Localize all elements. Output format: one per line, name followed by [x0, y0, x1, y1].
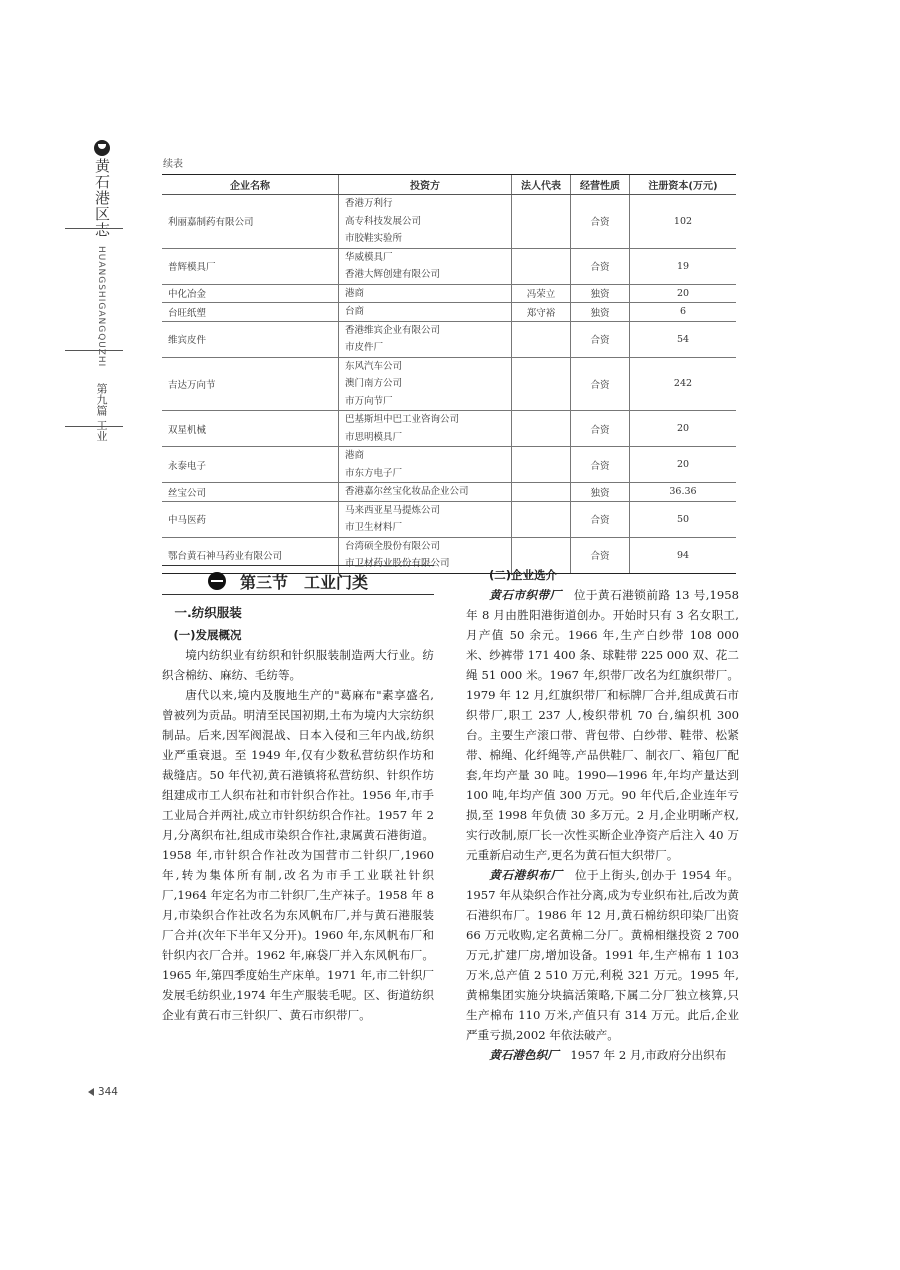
- capital-cell: 94: [630, 537, 737, 573]
- enterprise-name: 黄石港织布厂: [489, 868, 563, 882]
- investor-line: 香港万利行: [345, 198, 393, 209]
- investor-line: 马来西亚星马提炼公司: [345, 504, 441, 516]
- enterprise-name-cell: 维宾皮件: [162, 321, 339, 357]
- table-row: [162, 321, 736, 357]
- legal-rep-cell: [512, 411, 571, 447]
- legal-rep-cell: [512, 501, 571, 537]
- nature-cell: 合资: [571, 501, 630, 537]
- enterprise-text: 1957 年 2 月,市政府分出织布: [558, 1048, 727, 1062]
- table-row: [162, 501, 736, 537]
- investor-cell: [339, 303, 512, 322]
- investor-line: 市卫材药业股份有限公司: [345, 558, 450, 569]
- capital-cell: 54: [630, 321, 737, 357]
- investor-line: 台湾硕全股份有限公司: [345, 540, 441, 552]
- investor-line: 华威模具厂: [345, 251, 393, 263]
- capital-cell: 20: [630, 447, 737, 483]
- investor-cell: [339, 483, 512, 502]
- capital-cell: 6: [630, 303, 737, 322]
- enterprise-name-cell: 双星机械: [162, 411, 339, 447]
- left-column: [162, 603, 434, 1025]
- investor-line: 香港大辉创建有限公司: [345, 269, 441, 280]
- table-row: [162, 248, 736, 284]
- investor-line: 市皮件厂: [345, 342, 384, 353]
- table-row: [162, 357, 736, 411]
- column-header: 法人代表: [512, 175, 571, 195]
- subsection-a-heading: (一)发展概况: [173, 628, 242, 642]
- legal-rep-cell: [512, 447, 571, 483]
- column-header: 投资方: [339, 175, 512, 195]
- investor-line: 港商: [345, 287, 365, 299]
- investor-cell: [339, 321, 512, 357]
- investor-cell: [339, 248, 512, 284]
- nature-cell: 合资: [571, 537, 630, 573]
- enterprise-name-cell: 鄂台黄石神马药业有限公司: [162, 537, 339, 573]
- capital-cell: 19: [630, 248, 737, 284]
- table-row: [162, 284, 736, 303]
- legal-rep-cell: 郑守裕: [512, 303, 571, 322]
- table-row: [162, 447, 736, 483]
- enterprise-name: 黄石港色织厂: [489, 1048, 559, 1062]
- nature-cell: 合资: [571, 357, 630, 411]
- page-number: 344: [88, 1085, 118, 1098]
- enterprise-paragraph: [466, 1045, 739, 1065]
- column-header: 企业名称: [162, 175, 339, 195]
- book-title: 黄石港区志: [93, 158, 111, 238]
- investor-line: 香港嘉尔丝宝化妆品企业公司: [345, 486, 469, 497]
- paragraph: 唐代以来,境内及腹地生产的"葛麻布"素享盛名,曾被列为贡品。明清至民国初期,土布为境内大宗纺织制品。后来,因军阀混战、日本入侵和三年内战,纺织业严重衰退。至 1949 年,仅有少数私营纺织作坊和裁缝店。50 年代初,黄石港镇将私营纺织、针织作坊组建成市工人织布社和市针织合作社。1956 年,市手工业局合并两社,成立市针织纺织合作社。1957 年 2 月,分离织布社,组成市染织合作社,隶属黄石港街道。1958 年,市针织合作社改为国营市二针织厂,1960 年,转为集体所有制,改名为市手工业联社针织厂,1964 年定名为市二针织厂,生产袜子。1958 年 8 月,市染织合作社改名为东风帆布厂,并与黄石港服装厂合并(次年下半年又分开)。1960 年,东风帆布厂和针织内衣厂合并。1962 年,麻袋厂并入东风帆布厂。1965 年,第四季度始生产床单。1971 年,市二针织厂发展毛纺织业,1974 年生产服装毛呢。区、街道纺织企业有黄石市三针织厂、黄石市织带厂。: [162, 688, 434, 1022]
- column-header: 经营性质: [571, 175, 630, 195]
- investor-line: 市胶鞋实验所: [345, 233, 403, 244]
- enterprise-name-cell: 永泰电子: [162, 447, 339, 483]
- section-rule: [162, 565, 434, 566]
- enterprise-table: [162, 174, 736, 574]
- running-header: [90, 140, 122, 442]
- table-row: [162, 411, 736, 447]
- investor-line: 市卫生材料厂: [345, 522, 403, 533]
- enterprise-text: 位于黄石港锁前路 13 号,1958 年 8 月由胜阳港街道创办。开始时只有 3 名女职工,月产值 50 余元。1966 年,生产白纱带 108 000 米、纱裤带 171 400 条、球鞋带 225 000 双、花二绳 51 000 米。1967 年,织带厂改名为红旗织带厂。1979 年 12 月,红旗织带厂和标牌厂合并,组成黄石市织带厂,职工 237 人,梭织带机 70 台,编织机 300 台。主要生产滚口带、背包带、白纱带、鞋带、松紧带、棉绳、化纤绳等,产品供鞋厂、制衣厂、箱包厂配套,年均产量 30 吨。1990—1996 年,年均产量达到 100 吨,年均产值 300 万元。90 年代后,企业连年亏损,至 1998 年负债 30 多万元。2 月,企业明晰产权,实行改制,原厂长一次性买断企业净资产后注入 40 万元重新启动生产,更名为黄石恒大织带厂。: [466, 588, 739, 862]
- section-marker-icon: [208, 572, 226, 590]
- right-column: [466, 565, 739, 1065]
- enterprise-name-cell: 普辉模具厂: [162, 248, 339, 284]
- book-logo-icon: [94, 140, 110, 156]
- legal-rep-cell: [512, 321, 571, 357]
- capital-cell: 36.36: [630, 483, 737, 502]
- enterprise-name-cell: 丝宝公司: [162, 483, 339, 502]
- investor-cell: [339, 195, 512, 249]
- nature-cell: 合资: [571, 321, 630, 357]
- header-divider: [65, 228, 123, 229]
- investor-line: 巴基斯坦中巴工业咨询公司: [345, 414, 460, 425]
- investor-cell: [339, 411, 512, 447]
- enterprise-name: 黄石市织带厂: [489, 588, 562, 602]
- investor-line: 市思明模具厂: [345, 431, 403, 443]
- nature-cell: 独资: [571, 303, 630, 322]
- enterprise-name-cell: 台旺纸塑: [162, 303, 339, 322]
- table-row: [162, 483, 736, 502]
- legal-rep-cell: 冯荣立: [512, 284, 571, 303]
- legal-rep-cell: [512, 483, 571, 502]
- investor-line: 澳门南方公司: [345, 378, 403, 389]
- enterprise-name-cell: 利丽嘉制药有限公司: [162, 195, 339, 249]
- section-rule: [162, 594, 434, 595]
- subsection-heading: 一.纺织服装: [174, 605, 242, 620]
- investor-cell: [339, 447, 512, 483]
- table-row: [162, 195, 736, 249]
- enterprise-paragraph: [466, 865, 739, 1045]
- table-row: [162, 303, 736, 322]
- capital-cell: 20: [630, 284, 737, 303]
- capital-cell: 50: [630, 501, 737, 537]
- nature-cell: 独资: [571, 284, 630, 303]
- nature-cell: 合资: [571, 248, 630, 284]
- investor-line: 市东方电子厂: [345, 467, 403, 479]
- enterprise-name-cell: 吉达万向节: [162, 357, 339, 411]
- capital-cell: 20: [630, 411, 737, 447]
- investor-line: 香港维宾企业有限公司: [345, 324, 441, 336]
- subsection-b-heading: (二)企业选介: [489, 568, 558, 582]
- investor-cell: [339, 501, 512, 537]
- capital-cell: 102: [630, 195, 737, 249]
- chapter-label: 第九篇 工业: [95, 383, 108, 442]
- investor-line: 东风汽车公司: [345, 360, 403, 372]
- paragraph: 境内纺织业有纺织和针织服装制造两大行业。纺织含棉纺、麻纺、毛纺等。: [162, 648, 434, 682]
- investor-cell: [339, 284, 512, 303]
- legal-rep-cell: [512, 248, 571, 284]
- column-header: 注册资本(万元): [630, 175, 737, 195]
- legal-rep-cell: [512, 195, 571, 249]
- nature-cell: 合资: [571, 195, 630, 249]
- legal-rep-cell: [512, 357, 571, 411]
- nature-cell: 合资: [571, 411, 630, 447]
- header-divider: [65, 350, 123, 351]
- nature-cell: 合资: [571, 447, 630, 483]
- capital-cell: 242: [630, 357, 737, 411]
- enterprise-text: 位于上街头,创办于 1954 年。1957 年从染织合作社分离,成为专业织布社,后改为黄石港织布厂。1986 年 12 月,黄石棉纺织印染厂出资 66 万元收购,定名黄棉二分厂。黄棉相继投资 2 700 万元,扩建厂房,增加设备。1991 年,生产棉布 1 103 万米,总产值 2 510 万元,利税 321 万元。1995 年,黄棉集团实施分块搞活策略,下属二分厂独立核算,只生产棉布 110 万米,产值只有 314 万元。此后,企业严重亏损,2002 年依法破产。: [466, 868, 739, 1042]
- enterprise-name-cell: 中马医药: [162, 501, 339, 537]
- investor-line: 高专科技发展公司: [345, 215, 422, 227]
- section-title: 第三节 工业门类: [240, 573, 369, 592]
- investor-line: 市万向节厂: [345, 395, 393, 407]
- book-title-pinyin: HUANGSHIGANGQUZHI: [96, 246, 106, 368]
- nature-cell: 独资: [571, 483, 630, 502]
- enterprise-paragraph: [466, 585, 739, 865]
- table-header-row: [162, 175, 736, 195]
- investor-line: 港商: [345, 450, 365, 461]
- enterprise-name-cell: 中化冶金: [162, 284, 339, 303]
- investor-cell: [339, 357, 512, 411]
- investor-line: 台商: [345, 306, 365, 317]
- header-divider: [65, 426, 123, 427]
- continued-label: 续表: [163, 159, 183, 170]
